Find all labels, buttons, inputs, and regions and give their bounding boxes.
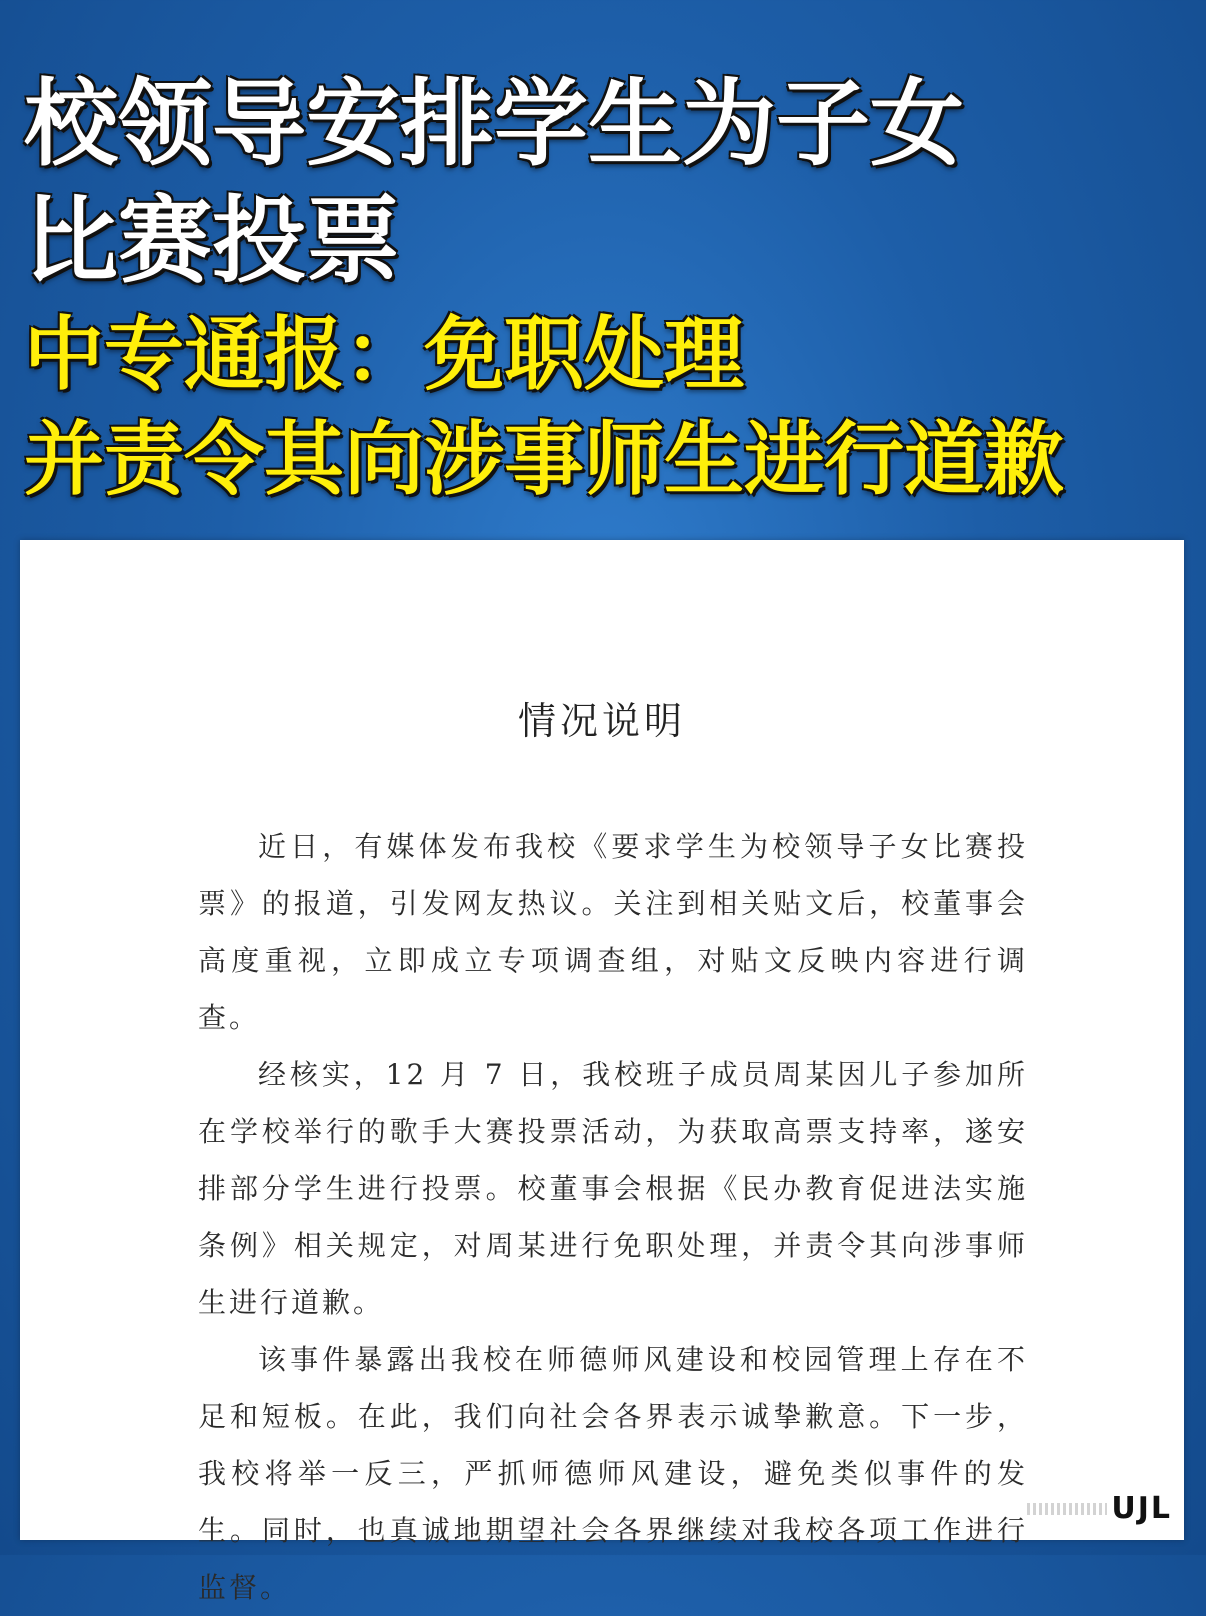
paragraph-1: 近日，有媒体发布我校《要求学生为校领导子女比赛投票》的报道，引发网友热议。关注到相关贴文后，校董事会高度重视，立即成立专项调查组，对贴文反映内容进行调查。 xyxy=(198,830,1028,1034)
headline-block xyxy=(24,60,1184,520)
paragraph-2: 经核实，12 月 7 日，我校班子成员周某因儿子参加所在学校举行的歌手大赛投票活动，为获取高票支持率，遂安排部分学生进行投票。校董事会根据《民办教育促进法实施条例》相关规定，对周某进行免职处理，并责令其向涉事师生进行道歉。 xyxy=(198,1058,1028,1319)
document-body xyxy=(198,818,1028,1616)
paragraph-3: 该事件暴露出我校在师德师风建设和校园管理上存在不足和短板。在此，我们向社会各界表示诚挚歉意。下一步，我校将举一反三，严抓师德师风建设，避免类似事件的发生。同时，也真诚地期望社会各界继续对我校各项工作进行监督。 xyxy=(198,1343,1028,1604)
headline-line-1: 校领导安排学生为子女 xyxy=(24,70,965,179)
watermark-logo: UJL xyxy=(1111,1491,1172,1526)
subheadline-line-1: 中专通报：免职处理 xyxy=(24,308,744,401)
document-title: 情况说明 xyxy=(517,699,686,743)
statement-document xyxy=(20,540,1184,1604)
headline-line-2: 比赛投票 xyxy=(24,187,401,296)
subheadline-line-2: 并责令其向涉事师生进行道歉 xyxy=(24,413,1064,506)
watermark-dots xyxy=(1027,1503,1107,1515)
watermark xyxy=(1027,1491,1172,1526)
